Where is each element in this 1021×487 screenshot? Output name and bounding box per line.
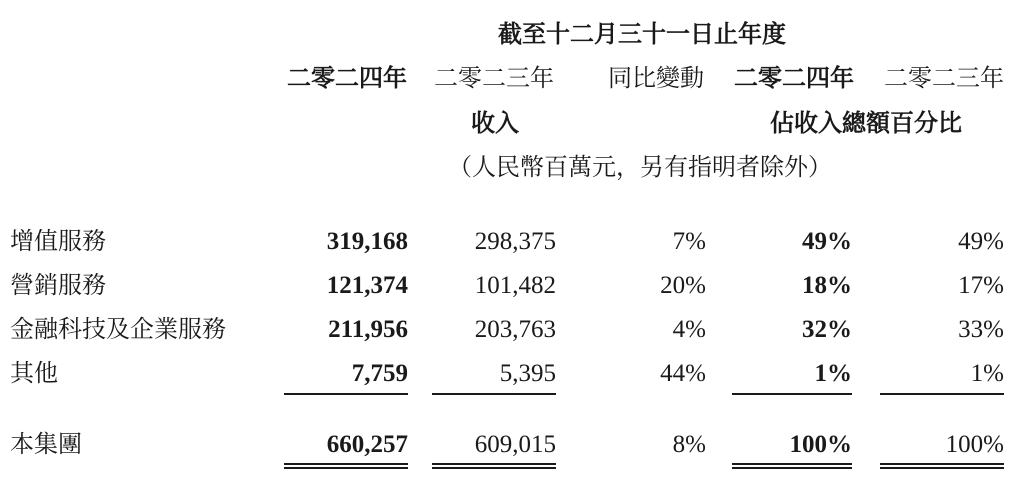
col-header-2023-revenue: 二零二三年: [434, 64, 554, 92]
rev-2023: 298,375: [474, 228, 556, 255]
yoy-change: 7%: [672, 228, 706, 255]
subtotal-rule: [432, 393, 556, 395]
subtotal-rule: [880, 393, 1004, 395]
total-rev-2024: 660,257: [326, 431, 408, 458]
total-rule-upper: [432, 463, 556, 465]
pct-2024: 49%: [802, 228, 852, 255]
pct-2024: 32%: [802, 316, 852, 343]
total-pct-2024: 100%: [789, 431, 852, 458]
pct-2024: 1%: [814, 360, 852, 387]
total-pct-2023: 100%: [945, 431, 1004, 458]
total-rule-upper: [880, 463, 1004, 465]
group-header-pct: 佔收入總額百分比: [770, 108, 962, 137]
total-rule-lower: [432, 467, 556, 469]
rev-2024: 121,374: [326, 272, 408, 299]
pct-2023: 49%: [958, 228, 1004, 255]
unit-note: （人民幣百萬元，另有指明者除外）: [448, 153, 832, 181]
subtotal-rule: [732, 393, 852, 395]
row-label: 其他: [10, 359, 58, 387]
col-header-2024-revenue: 二零二四年: [287, 63, 407, 92]
total-rev-2023: 609,015: [474, 431, 556, 458]
rev-2024: 319,168: [326, 228, 408, 255]
rev-2023: 203,763: [474, 316, 556, 343]
col-header-yoy: 同比變動: [608, 64, 704, 92]
pct-2024: 18%: [802, 272, 852, 299]
rev-2024: 7,759: [351, 360, 408, 387]
total-yoy-change: 8%: [672, 431, 706, 458]
period-heading: 截至十二月三十一日止年度: [498, 19, 786, 48]
total-label: 本集團: [10, 430, 82, 458]
group-header-revenue: 收入: [471, 108, 519, 137]
row-label: 營銷服務: [10, 271, 106, 299]
yoy-change: 4%: [672, 316, 706, 343]
total-rule-lower: [732, 467, 852, 469]
total-rule-upper: [284, 463, 408, 465]
col-header-2024-pct: 二零二四年: [734, 63, 854, 92]
subtotal-rule: [284, 393, 408, 395]
total-rule-upper: [732, 463, 852, 465]
rev-2024: 211,956: [328, 316, 408, 343]
row-label: 增值服務: [10, 227, 106, 255]
rev-2023: 5,395: [499, 360, 556, 387]
col-header-2023-pct: 二零二三年: [884, 64, 1004, 92]
pct-2023: 17%: [958, 272, 1004, 299]
pct-2023: 1%: [970, 360, 1004, 387]
total-rule-lower: [284, 467, 408, 469]
row-label: 金融科技及企業服務: [10, 315, 226, 343]
total-rule-lower: [880, 467, 1004, 469]
pct-2023: 33%: [958, 316, 1004, 343]
yoy-change: 44%: [660, 360, 706, 387]
yoy-change: 20%: [660, 272, 706, 299]
rev-2023: 101,482: [474, 272, 556, 299]
